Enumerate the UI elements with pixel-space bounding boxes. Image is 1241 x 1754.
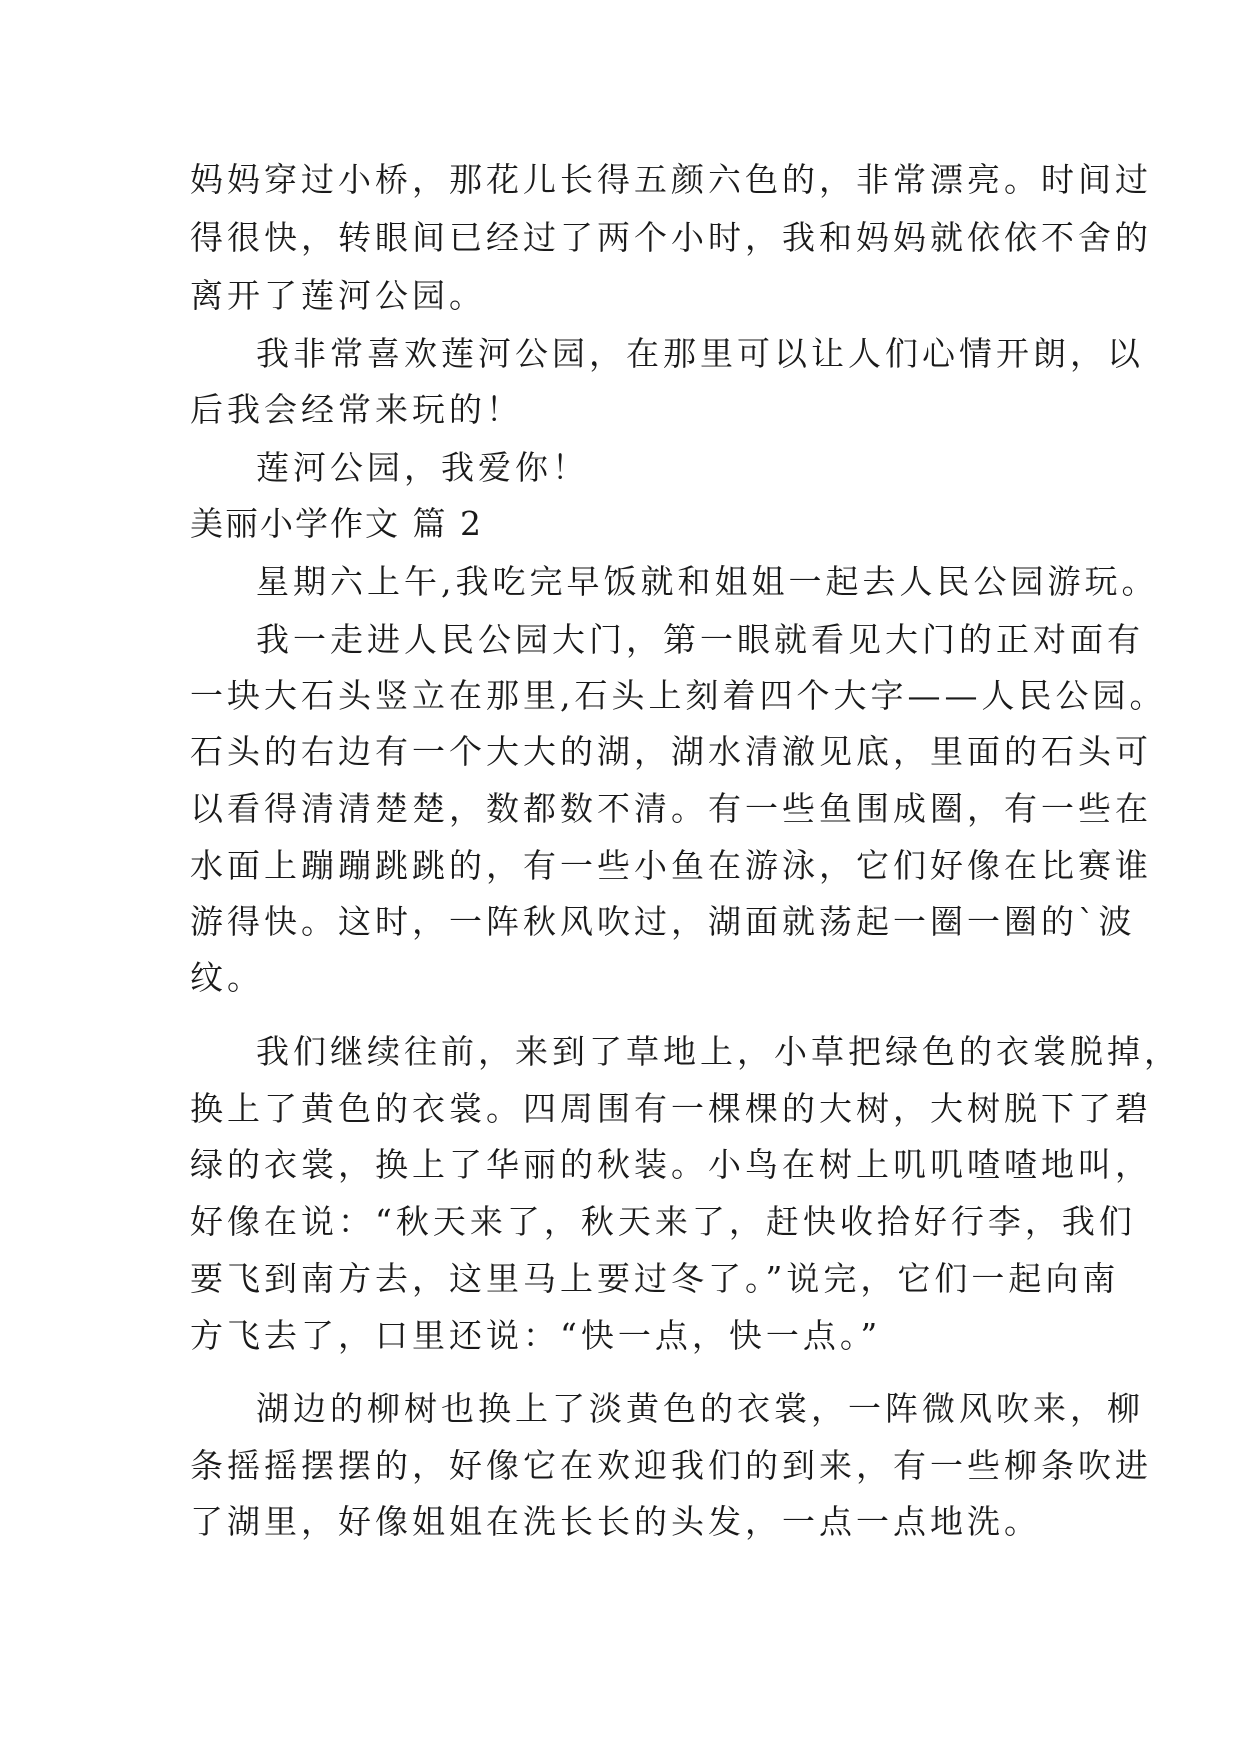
text-line: 游得快。这时，一阵秋风吹过，湖面就荡起一圈一圈的`波 bbox=[190, 902, 1136, 941]
text-line: 我们继续往前，来到了草地上，小草把绿色的衣裳脱掉， bbox=[256, 1032, 1181, 1071]
text-line: 妈妈穿过小桥，那花儿长得五颜六色的，非常漂亮。时间过 bbox=[190, 160, 1152, 199]
text-line: 得很快，转眼间已经过了两个小时，我和妈妈就依依不舍的 bbox=[190, 218, 1152, 257]
text-line: 石头的右边有一个大大的湖，湖水清澈见底，里面的石头可 bbox=[190, 732, 1152, 771]
text-line: 莲河公园，我爱你！ bbox=[256, 448, 589, 487]
text-line: 以看得清清楚楚，数都数不清。有一些鱼围成圈，有一些在 bbox=[190, 789, 1152, 828]
text-line: 方飞去了，口里还说：“快一点，快一点。” bbox=[190, 1316, 882, 1355]
text-line: 要飞到南方去，这里马上要过冬了。”说完，它们一起向南 bbox=[190, 1259, 1120, 1298]
text-line: 水面上蹦蹦跳跳的，有一些小鱼在游泳，它们好像在比赛谁 bbox=[190, 846, 1152, 885]
text-line: 湖边的柳树也换上了淡黄色的衣裳，一阵微风吹来，柳 bbox=[256, 1389, 1144, 1428]
text-line: 纹。 bbox=[190, 958, 264, 997]
text-line: 星期六上午,我吃完早饭就和姐姐一起去人民公园游玩。 bbox=[256, 562, 1159, 601]
text-line: 绿的衣裳，换上了华丽的秋装。小鸟在树上叽叽喳喳地叫， bbox=[190, 1145, 1152, 1184]
text-line: 一块大石头竖立在那里,石头上刻着四个大字——人民公园。 bbox=[190, 676, 1167, 715]
text-line: 我一走进人民公园大门，第一眼就看见大门的正对面有 bbox=[256, 620, 1144, 659]
text-line: 了湖里，好像姐姐在洗长长的头发，一点一点地洗。 bbox=[190, 1502, 1041, 1541]
text-line: 好像在说：“秋天来了，秋天来了，赶快收拾好行李，我们 bbox=[190, 1202, 1136, 1241]
section-heading: 美丽小学作文 篇 2 bbox=[190, 504, 483, 543]
text-line: 后我会经常来玩的！ bbox=[190, 390, 523, 429]
text-line: 条摇摇摆摆的，好像它在欢迎我们的到来，有一些柳条吹进 bbox=[190, 1446, 1152, 1485]
text-line: 我非常喜欢莲河公园，在那里可以让人们心情开朗，以 bbox=[256, 334, 1144, 373]
text-line: 换上了黄色的衣裳。四周围有一棵棵的大树，大树脱下了碧 bbox=[190, 1089, 1152, 1128]
text-line: 离开了莲河公园。 bbox=[190, 276, 486, 315]
